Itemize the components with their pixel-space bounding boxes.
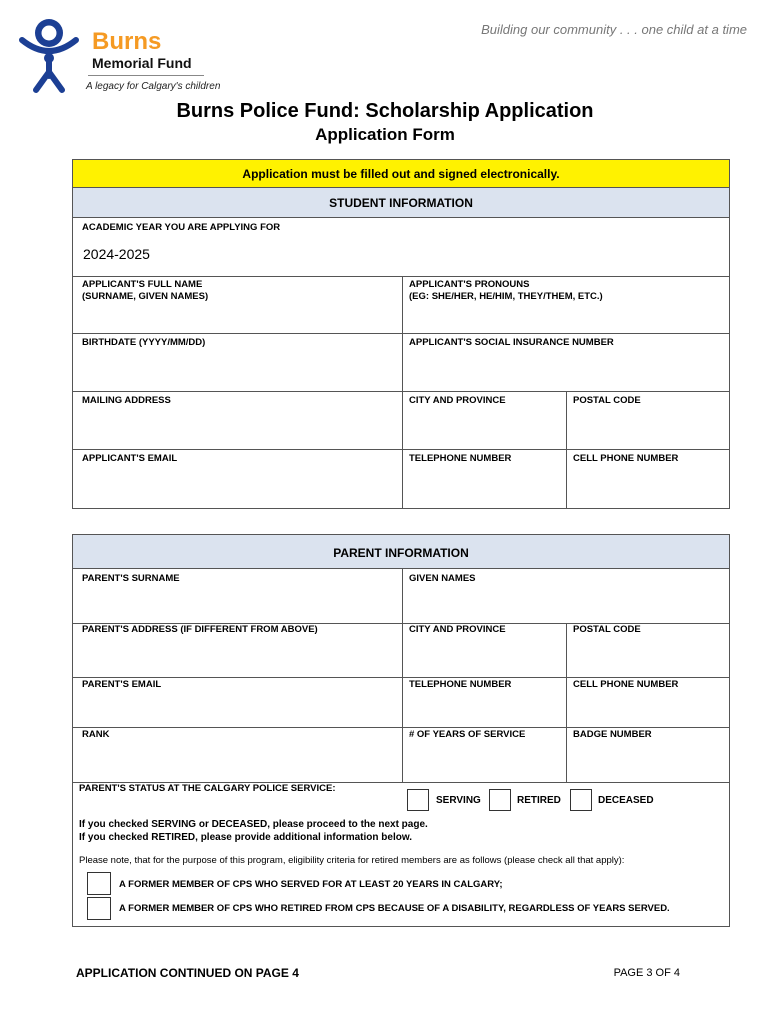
- telephone-label: TELEPHONE NUMBER: [409, 453, 512, 464]
- criteria-20-years-label: A FORMER MEMBER OF CPS WHO SERVED FOR AT LEAST 20 YEARS IN CALGARY;: [119, 879, 503, 890]
- parent-surname-label: PARENT'S SURNAME: [82, 573, 180, 584]
- notice-text: Application must be filled out and signed electronically.: [242, 166, 560, 181]
- page-subtitle: Application Form: [315, 125, 455, 144]
- pronouns-field[interactable]: [402, 276, 729, 333]
- student-section: [72, 159, 730, 509]
- student-heading: STUDENT INFORMATION: [329, 195, 473, 210]
- postal-code-field[interactable]: [566, 391, 729, 449]
- deceased-label: DECEASED: [598, 795, 654, 806]
- mailing-address-label: MAILING ADDRESS: [82, 395, 171, 406]
- logo-burns-text: Burns: [92, 28, 162, 55]
- parent-address-field[interactable]: [73, 623, 402, 677]
- badge-number-label: BADGE NUMBER: [573, 729, 652, 740]
- parent-cell-field[interactable]: [566, 677, 729, 727]
- parent-city-field[interactable]: [402, 623, 566, 677]
- parent-telephone-field[interactable]: [402, 677, 566, 727]
- rank-label: RANK: [82, 729, 110, 740]
- criteria-disability-checkbox[interactable]: [87, 897, 111, 920]
- telephone-field[interactable]: [402, 449, 566, 508]
- mailing-address-field[interactable]: [73, 391, 402, 449]
- full-name-field[interactable]: [73, 276, 402, 333]
- parent-postal-label: POSTAL CODE: [573, 624, 641, 635]
- rank-field[interactable]: [73, 727, 402, 782]
- parent-status-label: PARENT'S STATUS AT THE CALGARY POLICE SERVICE:: [79, 783, 336, 794]
- sin-field[interactable]: [402, 333, 729, 391]
- instruction-retired: If you checked RETIRED, please provide additional information below.: [79, 832, 413, 843]
- city-province-field[interactable]: [402, 391, 566, 449]
- criteria-disability-label: A FORMER MEMBER OF CPS WHO RETIRED FROM CPS BECAUSE OF A DISABILITY, REGARDLESS OF YEARS SERVED.: [119, 903, 670, 914]
- pronouns-label-line2: (EG: SHE/HER, HE/HIM, THEY/THEM, ETC.): [409, 291, 603, 302]
- years-service-label: # OF YEARS OF SERVICE: [409, 729, 526, 740]
- pronouns-label-line1: APPLICANT'S PRONOUNS: [409, 279, 530, 290]
- birthdate-field[interactable]: [73, 333, 402, 391]
- given-names-label: GIVEN NAMES: [409, 573, 476, 584]
- serving-label: SERVING: [436, 795, 481, 806]
- parent-heading: PARENT INFORMATION: [333, 545, 469, 560]
- postal-code-label: POSTAL CODE: [573, 395, 641, 406]
- notice-banner: [73, 160, 729, 188]
- logo-legacy-text: A legacy for Calgary's children: [86, 81, 221, 92]
- academic-year-value: 2024-2025: [83, 246, 150, 262]
- criteria-note: Please note, that for the purpose of this program, eligibility criteria for retired members are as follows (please check all that apply):: [79, 855, 625, 866]
- given-names-field[interactable]: [402, 569, 729, 623]
- applicant-email-field[interactable]: [73, 449, 402, 508]
- academic-year-field[interactable]: [73, 218, 729, 276]
- parent-email-label: PARENT'S EMAIL: [82, 679, 162, 690]
- retired-checkbox[interactable]: [489, 789, 511, 811]
- page-title: Burns Police Fund: Scholarship Application: [176, 100, 594, 122]
- birthdate-label: BIRTHDATE (YYYY/MM/DD): [82, 337, 206, 348]
- deceased-checkbox[interactable]: [570, 789, 592, 811]
- burns-figure-icon: [18, 12, 84, 94]
- applicant-email-label: APPLICANT'S EMAIL: [82, 453, 178, 464]
- full-name-label-line2: (SURNAME, GIVEN NAMES): [82, 291, 209, 302]
- city-province-label: CITY AND PROVINCE: [409, 395, 506, 406]
- parent-postal-field[interactable]: [566, 623, 729, 677]
- instruction-serving: If you checked SERVING or DECEASED, please proceed to the next page.: [79, 819, 428, 830]
- serving-checkbox[interactable]: [407, 789, 429, 811]
- parent-email-field[interactable]: [73, 677, 402, 727]
- full-name-label-line1: APPLICANT'S FULL NAME: [82, 279, 203, 290]
- parent-section: [72, 534, 730, 927]
- academic-year-label: ACADEMIC YEAR YOU ARE APPLYING FOR: [82, 222, 281, 233]
- logo-divider: [88, 75, 204, 76]
- parent-heading-band: [73, 535, 729, 569]
- sin-label: APPLICANT'S SOCIAL INSURANCE NUMBER: [409, 337, 614, 348]
- retired-label: RETIRED: [517, 795, 561, 806]
- continued-note: APPLICATION CONTINUED ON PAGE 4: [76, 966, 299, 980]
- logo-memorial-text: Memorial Fund: [92, 55, 192, 71]
- page-number: PAGE 3 OF 4: [613, 967, 680, 979]
- parent-surname-field[interactable]: [73, 569, 402, 623]
- parent-cell-label: CELL PHONE NUMBER: [573, 679, 679, 690]
- cell-phone-field[interactable]: [566, 449, 729, 508]
- criteria-20-years-checkbox[interactable]: [87, 872, 111, 895]
- cell-phone-label: CELL PHONE NUMBER: [573, 453, 679, 464]
- student-heading-band: [73, 188, 729, 218]
- parent-address-label: PARENT'S ADDRESS (IF DIFFERENT FROM ABOVE): [82, 624, 318, 635]
- badge-number-field[interactable]: [566, 727, 729, 782]
- parent-city-label: CITY AND PROVINCE: [409, 624, 506, 635]
- tagline: Building our community . . . one child at a time: [481, 22, 747, 37]
- parent-telephone-label: TELEPHONE NUMBER: [409, 679, 512, 690]
- years-service-field[interactable]: [402, 727, 566, 782]
